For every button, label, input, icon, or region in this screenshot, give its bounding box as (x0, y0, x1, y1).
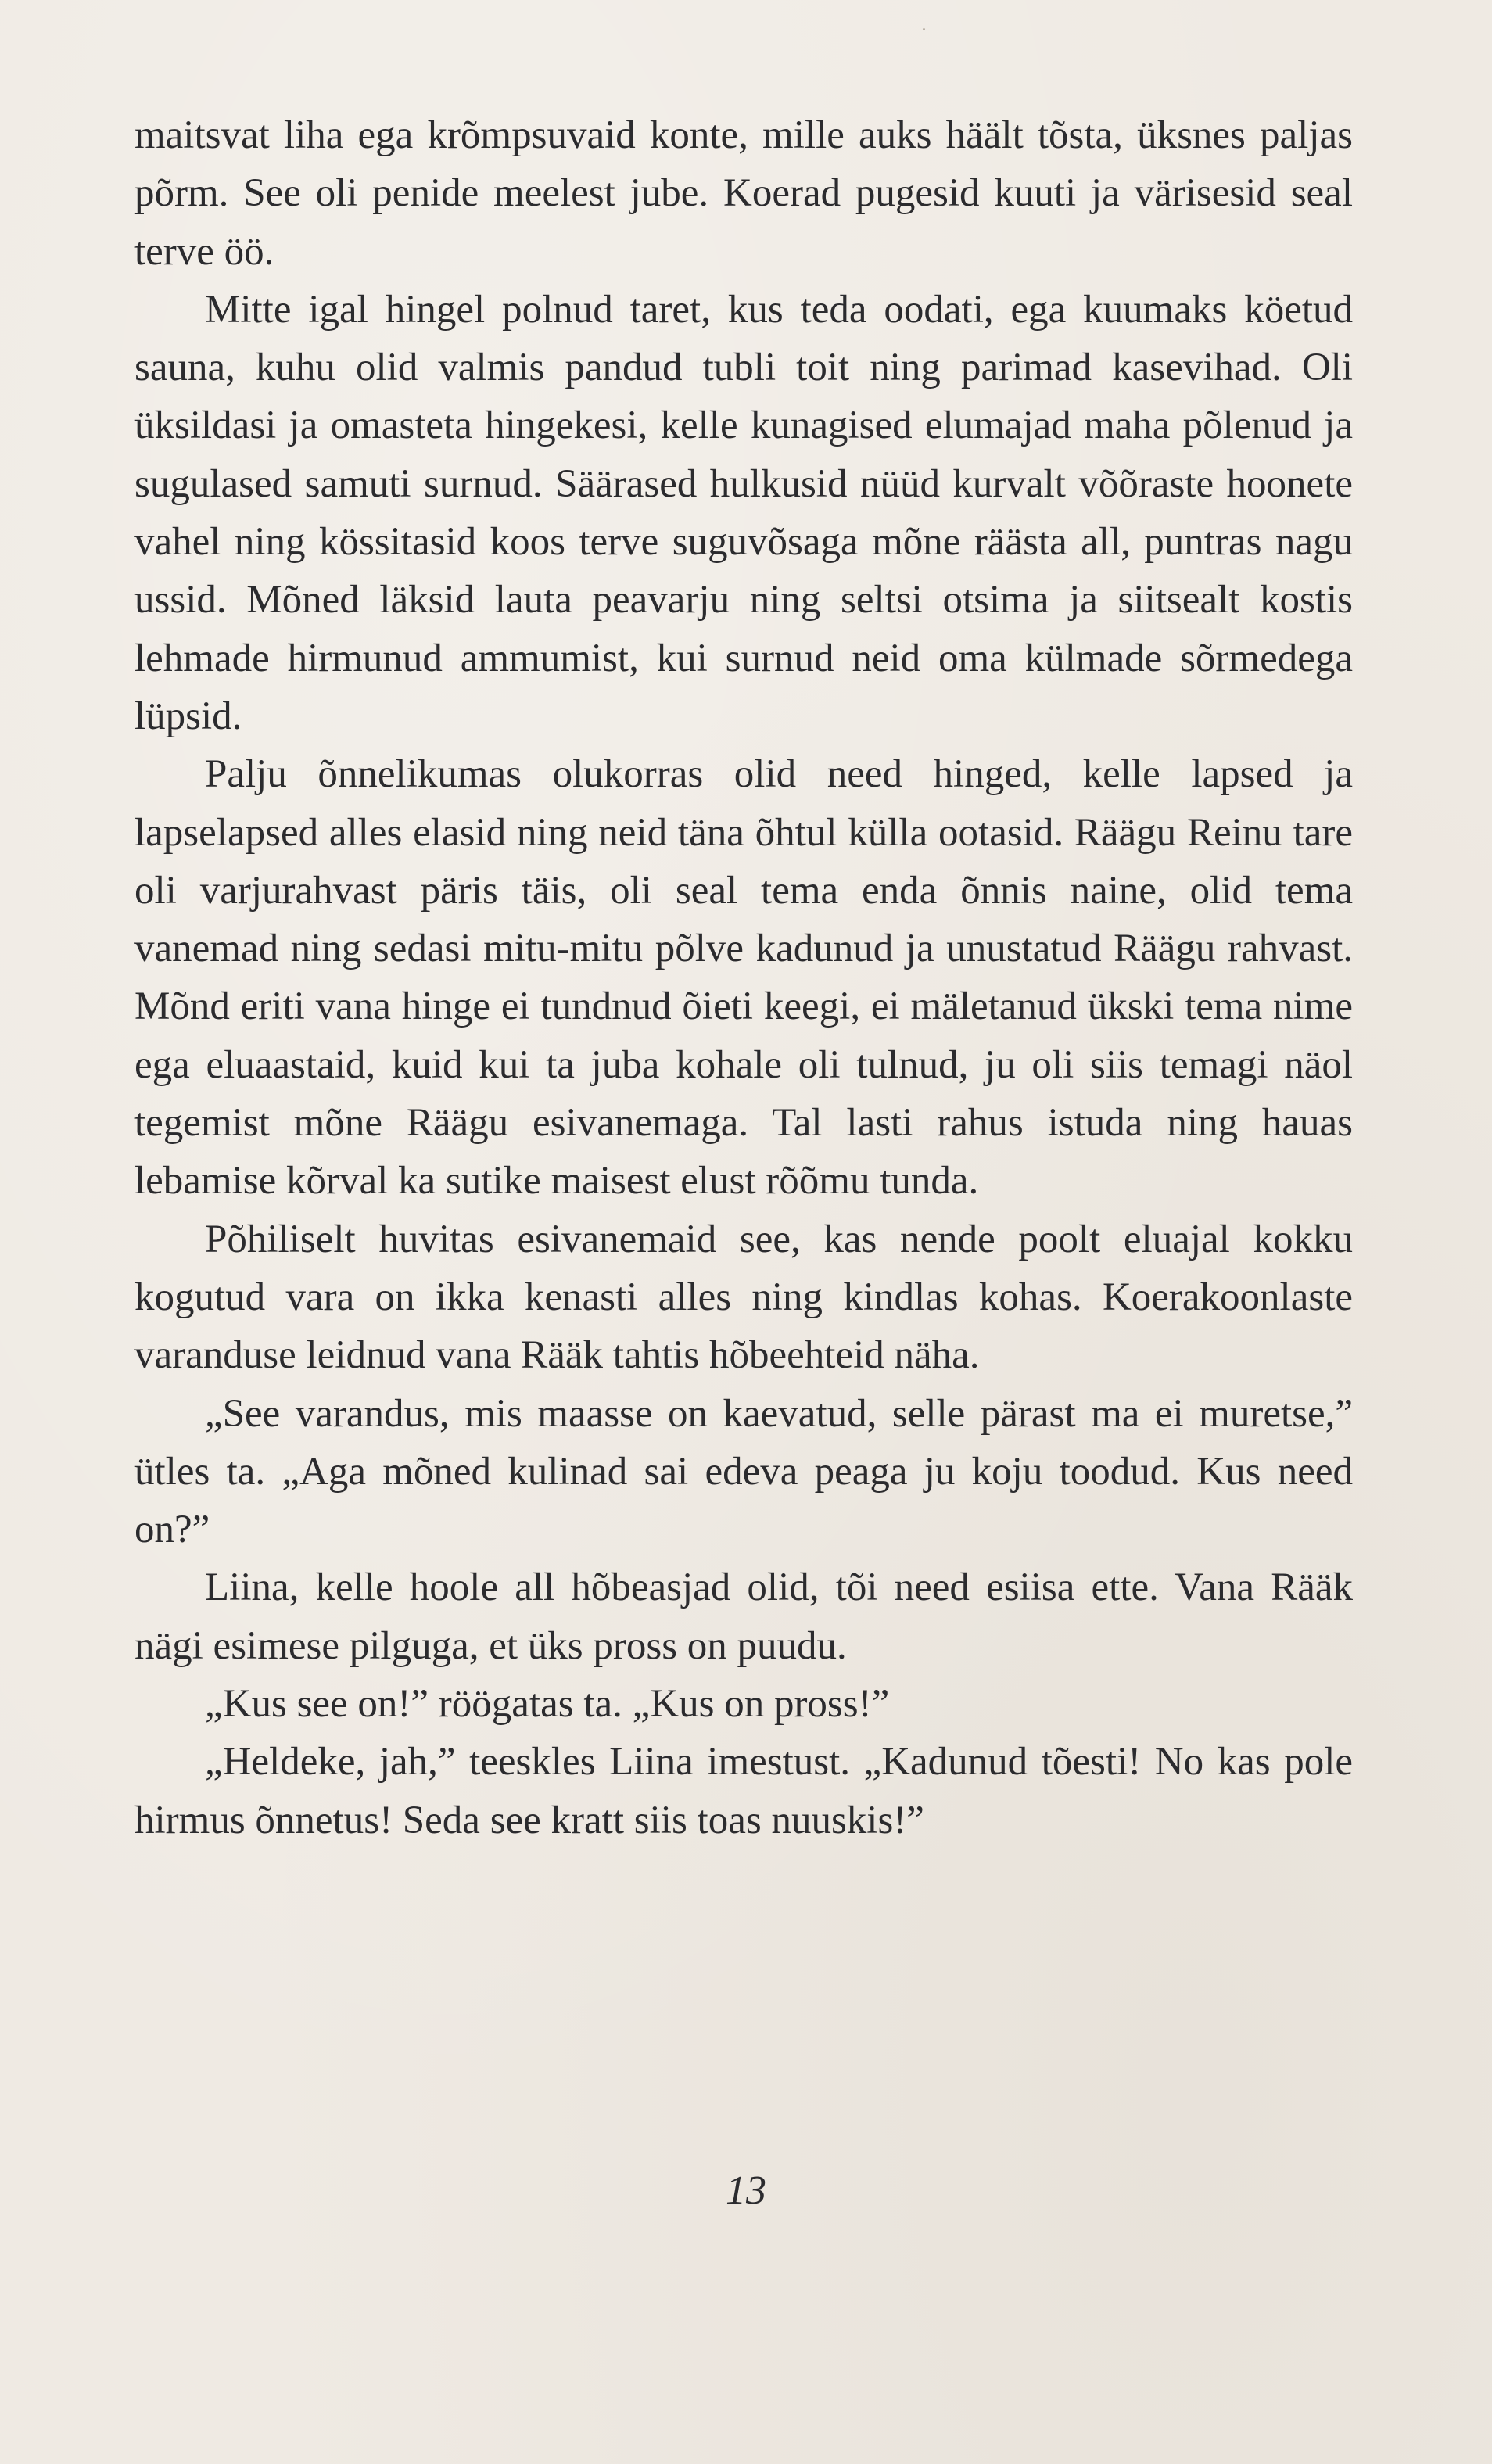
paragraph-2: Mitte igal hingel polnud taret, kus teda oodati, ega kuumaks köetud sauna, kuhu olid valmis pandud tubli toit ning parimad kasevihad. Oli üksildasi ja omasteta hingekesi, kelle kunagised elumajad maha põlenud ja sugulased samuti surnud. Säärased hulkusid nüüd kurvalt võõraste hoonete vahel ning kössitasid koos terve suguvõsaga mõne räästa all, puntras nagu ussid. Mõned läksid lauta peavarju ning seltsi otsima ja siitsealt kostis lehmade hirmunud ammumist, kui surnud neid oma külmade sõrmedega lüpsid. (134, 287, 1353, 738)
paragraph-3: Palju õnnelikumas olukorras olid need hinged, kelle lapsed ja lapselapsed alles elasid ning neid täna õhtul külla ootasid. Räägu Reinu tare oli varjurahvast päris täis, oli seal tema enda õnnis naine, olid tema vanemad ning sedasi mitu-mitu põlve kadunud ja unustatud Räägu rahvast. Mõnd eriti vana hinge ei tundnud õieti keegi, ei mäletanud ükski tema nime ega eluaastaid, kuid kui ta juba kohale oli tulnud, ju oli siis temagi näol tegemist mõne Räägu esivanemaga. Tal lasti rahus istuda ning hauas lebamise kõrval ka sutike maisest elust rõõmu tunda. (134, 752, 1353, 1203)
paragraph-4: Põhiliselt huvitas esivanemaid see, kas nende poolt eluajal kokku kogutud vara on ikka kenasti alles ning kindlas kohas. Koerakoonlaste varanduse leidnud vana Rääk tahtis hõbeehteid näha. (134, 1217, 1353, 1378)
paragraph-7: „Kus see on!” röögatas ta. „Kus on pross!” (205, 1682, 890, 1727)
paragraph-1: maitsvat liha ega krõmpsuvaid konte, mille auks häält tõsta, üksnes paljas põrm. See oli penide meelest jube. Koerad pugesid kuuti ja värisesid seal terve öö. (134, 113, 1353, 274)
page-number: 13 (726, 2168, 766, 2213)
paper-speck (923, 28, 925, 30)
paragraph-8: „Heldeke, jah,” teeskles Liina imestust. „Kadunud tõesti! No kas pole hirmus õnnetus! Seda see kratt siis toas nuuskis!” (134, 1740, 1353, 1842)
body-text (134, 106, 1353, 1849)
paragraph-5: „See varandus, mis maasse on kaevatud, selle pärast ma ei muretse,” ütles ta. „Aga mõned kulinad sai edeva peaga ju koju toodud. Kus need on?” (134, 1391, 1353, 1552)
paragraph-6: Liina, kelle hoole all hõbeasjad olid, tõi need esiisa ette. Vana Rääk nägi esimese pilguga, et üks pross on puudu. (134, 1566, 1353, 1668)
